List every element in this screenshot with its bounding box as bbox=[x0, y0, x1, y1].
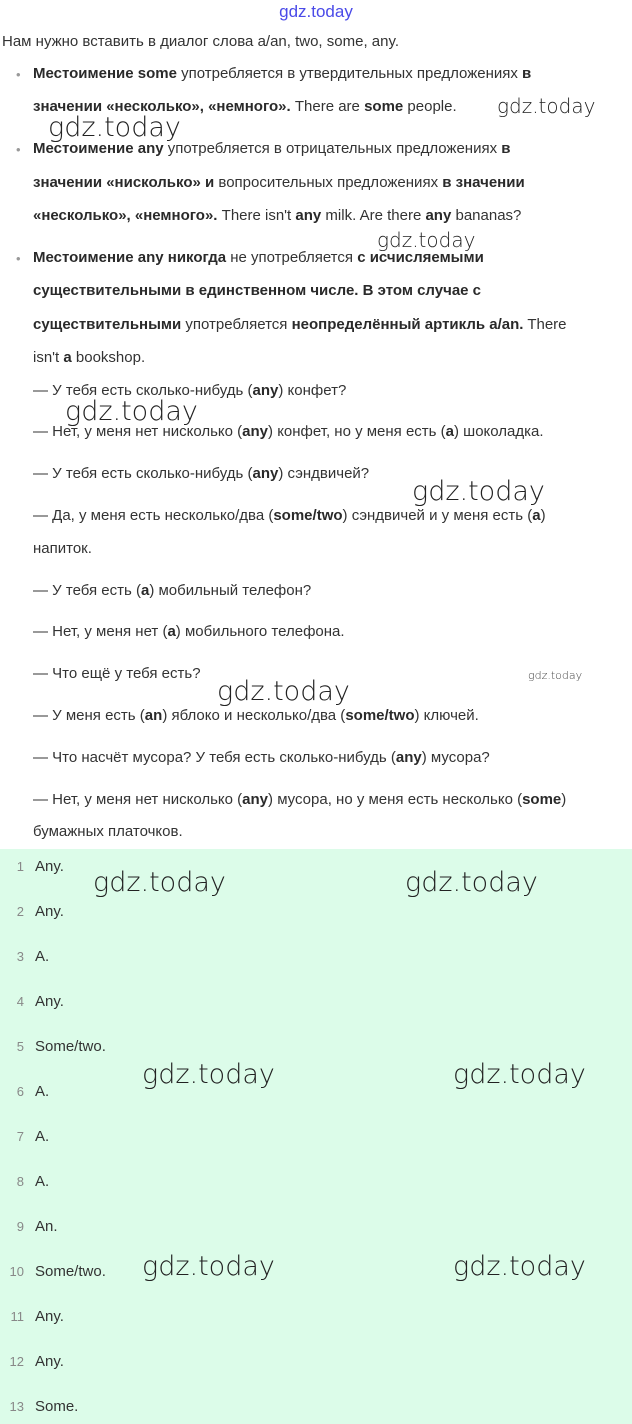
bullet-marker: • bbox=[16, 142, 21, 157]
bullet-marker: • bbox=[16, 67, 21, 82]
answer-number: 12 bbox=[9, 1354, 24, 1369]
text-line bbox=[33, 791, 566, 808]
watermark: gdz.today bbox=[48, 112, 181, 143]
bold-text: any bbox=[242, 423, 269, 440]
answer-number: 3 bbox=[16, 949, 24, 964]
text-line bbox=[33, 823, 183, 840]
bold-text: any bbox=[425, 207, 452, 224]
text: употребляется в утвердительных предложениях bbox=[176, 65, 523, 82]
answer-text: Some. bbox=[35, 1398, 79, 1415]
answer-text: Any. bbox=[35, 858, 64, 875]
text: — Да, у меня есть несколько/два ( bbox=[33, 507, 274, 524]
bold-text: неопределённый артикль a/an. bbox=[291, 316, 524, 333]
text-line bbox=[33, 65, 531, 82]
text: бумажных платочков. bbox=[33, 823, 183, 840]
bold-text: Местоимение some bbox=[33, 65, 177, 82]
answer-text: A. bbox=[35, 948, 50, 965]
text-line bbox=[33, 316, 567, 333]
text: ) мусора, но у меня есть несколько ( bbox=[268, 791, 523, 808]
text-line bbox=[33, 349, 145, 366]
answer-text: Some/two. bbox=[35, 1263, 106, 1280]
bold-text: a bbox=[445, 423, 455, 440]
text: не употребляется bbox=[226, 249, 358, 266]
text: There are bbox=[290, 98, 365, 115]
text: ) bbox=[561, 791, 567, 808]
text: people. bbox=[403, 98, 457, 115]
answer-text: Any. bbox=[35, 1308, 64, 1325]
text-line bbox=[33, 707, 479, 724]
bold-text: any bbox=[252, 382, 279, 399]
bold-text: some/two bbox=[273, 507, 343, 524]
text: ) мусора? bbox=[421, 749, 490, 766]
answer-text: An. bbox=[35, 1218, 58, 1235]
text: ) яблоко и несколько/два ( bbox=[162, 707, 346, 724]
bold-text: в значении bbox=[442, 174, 525, 191]
answer-number: 6 bbox=[16, 1084, 24, 1099]
answer-number: 11 bbox=[10, 1309, 24, 1324]
intro-text: Нам нужно вставить в диалог слова a/an, two, some, any. bbox=[2, 33, 400, 50]
watermark: gdz.today bbox=[453, 1251, 586, 1282]
watermark: gdz.today bbox=[217, 676, 350, 707]
bold-text: в bbox=[522, 65, 532, 82]
text: — Нет, у меня нет нисколько ( bbox=[33, 423, 243, 440]
answer-number: 4 bbox=[16, 994, 24, 1009]
text: напиток. bbox=[33, 540, 92, 557]
text: milk. Are there bbox=[321, 207, 426, 224]
bold-text: an bbox=[144, 707, 163, 724]
answer-text: Any. bbox=[35, 993, 64, 1010]
answer-text: Any. bbox=[35, 1353, 64, 1370]
bold-text: any bbox=[295, 207, 322, 224]
answer-text: Any. bbox=[35, 903, 64, 920]
text: ) ключей. bbox=[414, 707, 479, 724]
text: вопросительных предложениях bbox=[214, 174, 443, 191]
bold-text: значении «несколько», «немного». bbox=[33, 98, 291, 115]
text-line bbox=[33, 665, 201, 682]
answer-text: Some/two. bbox=[35, 1038, 106, 1055]
answer-number: 1 bbox=[16, 859, 24, 874]
bold-text: с исчисляемыми bbox=[357, 249, 484, 266]
bold-text: существительными bbox=[33, 316, 182, 333]
bold-text: some/two bbox=[345, 707, 415, 724]
text: ) сэндвичей и у меня есть ( bbox=[342, 507, 533, 524]
text-line bbox=[33, 749, 490, 766]
bold-text: some bbox=[364, 98, 404, 115]
text: bookshop. bbox=[71, 349, 146, 366]
answer-number: 13 bbox=[9, 1399, 24, 1414]
text: употребляется в отрицательных предложениях bbox=[163, 140, 502, 157]
text: ) мобильного телефона. bbox=[175, 623, 345, 640]
text: — У тебя есть сколько-нибудь ( bbox=[33, 382, 253, 399]
bold-text: существительными в единственном числе. В этом случае с bbox=[33, 282, 482, 299]
bold-text: значении «нисколько» и bbox=[33, 174, 215, 191]
text: ) конфет, но у меня есть ( bbox=[268, 423, 446, 440]
watermark: gdz.today bbox=[65, 396, 198, 427]
watermark-logo: gdz.today bbox=[279, 2, 353, 21]
bold-text: any bbox=[252, 465, 279, 482]
text: ) сэндвичей? bbox=[278, 465, 370, 482]
watermark: gdz.today bbox=[528, 669, 583, 682]
bold-text: a bbox=[140, 582, 150, 599]
answer-number: 10 bbox=[9, 1264, 24, 1279]
text: — Что насчёт мусора? У тебя есть сколько-нибудь ( bbox=[33, 749, 396, 766]
text: — У тебя есть ( bbox=[33, 582, 141, 599]
bullet-marker: • bbox=[16, 251, 21, 266]
text: употребляется bbox=[181, 316, 292, 333]
text-line bbox=[33, 540, 92, 557]
text: — У меня есть ( bbox=[33, 707, 145, 724]
text-line bbox=[33, 582, 311, 599]
watermark: gdz.today bbox=[377, 228, 476, 252]
bold-text: a bbox=[167, 623, 176, 640]
text: ) конфет? bbox=[278, 382, 347, 399]
bold-text: a bbox=[63, 349, 72, 366]
answer-number: 9 bbox=[16, 1219, 24, 1234]
bold-text: Местоимение any bbox=[33, 140, 164, 157]
answer-number: 2 bbox=[16, 904, 24, 919]
answer-number: 7 bbox=[16, 1129, 24, 1144]
text: ) мобильный телефон? bbox=[149, 582, 312, 599]
bold-text: «несколько», «немного». bbox=[33, 207, 218, 224]
text: There bbox=[523, 316, 567, 333]
text-line bbox=[33, 174, 525, 191]
text-line bbox=[33, 282, 481, 299]
text: isn't bbox=[33, 349, 64, 366]
text: ) шоколадка. bbox=[454, 423, 544, 440]
answer-text: A. bbox=[35, 1128, 50, 1145]
text-line bbox=[33, 507, 546, 524]
text: — Что ещё у тебя есть? bbox=[33, 665, 201, 682]
watermark: gdz.today bbox=[93, 867, 226, 898]
answer-text: A. bbox=[35, 1173, 50, 1190]
answers-list bbox=[0, 849, 632, 1424]
text: bananas? bbox=[451, 207, 522, 224]
text-line bbox=[33, 623, 345, 640]
bold-text: Местоимение any никогда bbox=[33, 249, 227, 266]
bold-text: any bbox=[395, 749, 422, 766]
bold-text: some bbox=[522, 791, 562, 808]
text: — У тебя есть сколько-нибудь ( bbox=[33, 465, 253, 482]
text: ) bbox=[540, 507, 546, 524]
watermark: gdz.today bbox=[412, 476, 545, 507]
answer-number: 8 bbox=[16, 1174, 24, 1189]
text: — Нет, у меня нет нисколько ( bbox=[33, 791, 243, 808]
watermark: gdz.today bbox=[405, 867, 538, 898]
bold-text: a bbox=[532, 507, 541, 524]
watermark: gdz.today bbox=[453, 1059, 586, 1090]
bold-text: в bbox=[501, 140, 511, 157]
watermark: gdz.today bbox=[142, 1059, 275, 1090]
answer-number: 5 bbox=[16, 1039, 24, 1054]
text: There isn't bbox=[217, 207, 296, 224]
text: — Нет, у меня нет ( bbox=[33, 623, 168, 640]
text-line bbox=[33, 465, 369, 482]
bold-text: any bbox=[242, 791, 269, 808]
watermark: gdz.today bbox=[142, 1251, 275, 1282]
text-line bbox=[33, 207, 521, 224]
answer-text: A. bbox=[35, 1083, 50, 1100]
watermark: gdz.today bbox=[497, 94, 596, 118]
